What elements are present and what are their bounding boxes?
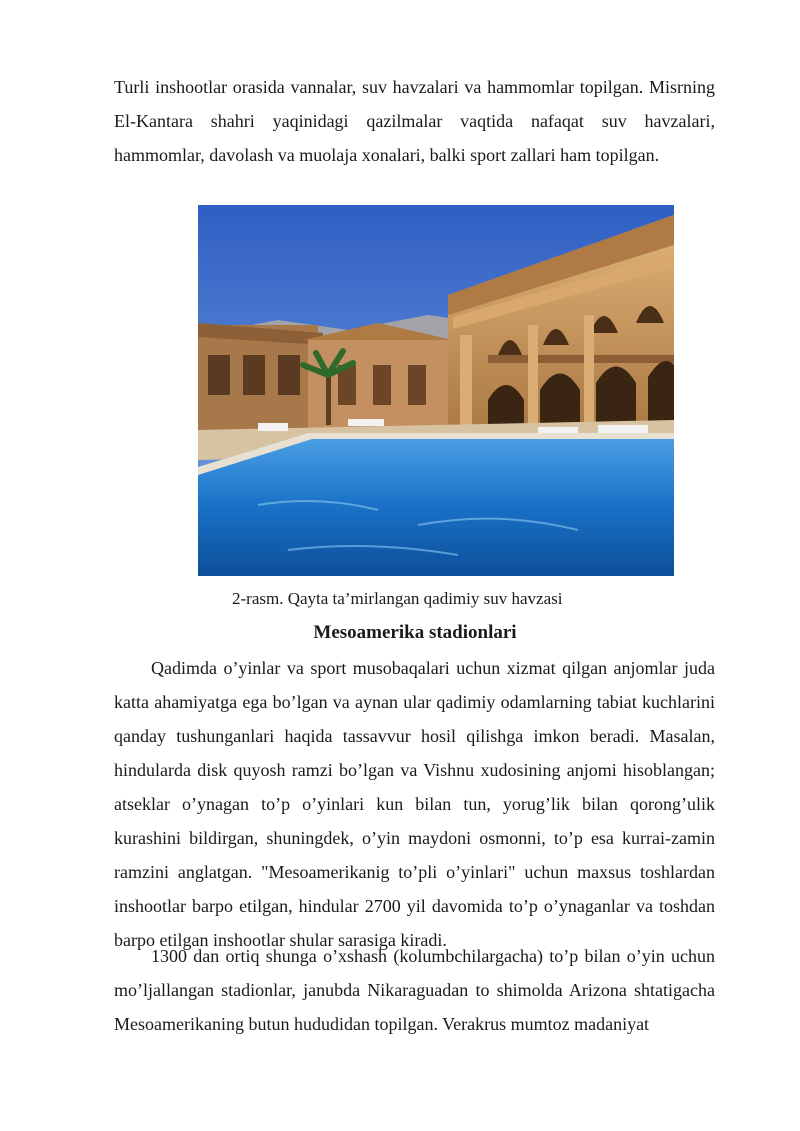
section-heading: Mesoamerika stadionlari	[313, 622, 517, 643]
body-paragraph-2: 1300 dan ortiq shunga o’xshash (kolumbchilargacha) to’p bilan o’yin uchun mo’ljallangan stadionlar, janubda Nikaraguadan to shimolda Arizona shtatigacha Mesoamerikaning butun hududidan topilgan. Verakrus mumtoz madaniyat	[114, 946, 715, 1034]
pool-photo	[198, 205, 674, 576]
body-paragraph-1: Qadimda o’yinlar va sport musobaqalari uchun xizmat qilgan anjomlar juda katta ahamiyatga ega bo’lgan va aynan ular qadimiy odamlarning tabiat kuchlarini qanday tushunganlari haqida tassavvur hosil qilishga imkon beradi. Masalan, hindularda disk quyosh ramzi bo’lgan va Vishnu xudosining anjomi hisoblangan; atseklar o’ynagan to’p o’yinlari kun bilan tun, yorug’lik bilan qorong’ulik kurashini bildirgan, shuningdek, o’yin maydoni osmonni, to’p esa kurrai-zamin ramzini anglatgan. "Mesoamerikanig to’pli o’yinlari" uchun maxsus toshlardan inshootlar barpo etilgan, hindular 2700 yil davomida to’p o’ynaganlar va toshdan barpo etilgan inshootlar shular sarasiga kiradi.	[114, 658, 715, 950]
figure-caption: 2-rasm. Qayta ta’mirlangan qadimiy suv havzasi	[232, 589, 563, 608]
intro-paragraph: Turli inshootlar orasida vannalar, suv havzalari va hammomlar topilgan. Misrning El-Kantara shahri yaqinidagi qazilmalar vaqtida nafaqat suv havzalari, hammomlar, davolash va muolaja xonalari, balki sport zallari ham topilgan.	[114, 77, 715, 165]
